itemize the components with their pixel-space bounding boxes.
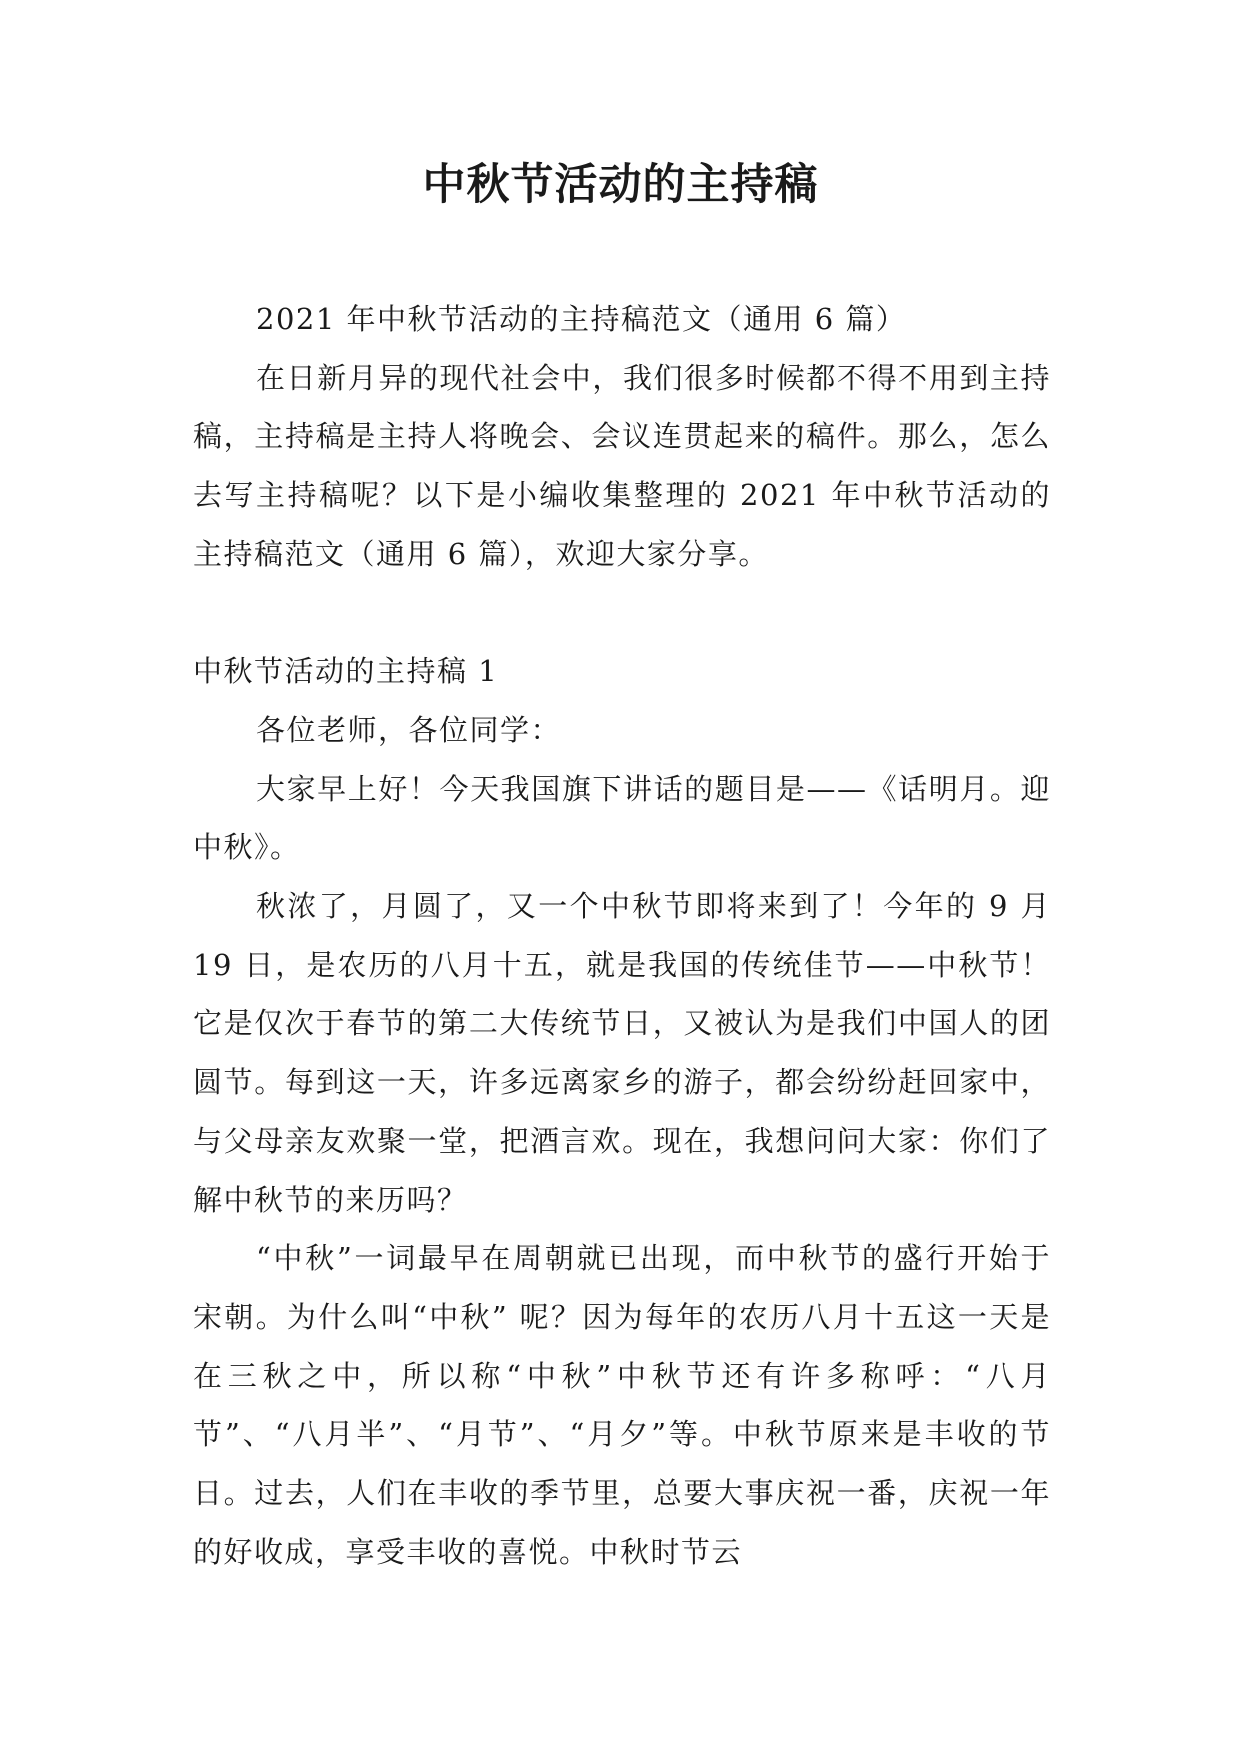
paragraph-opening: 大家早上好！今天我国旗下讲话的题目是——《话明月。迎中秋》。 (193, 771, 1051, 865)
paragraph-festival: 秋浓了，月圆了，又一个中秋节即将来到了！今年的 9 月 19 日，是农历的八月十五，就是我国的传统佳节——中秋节！它是仅次于春节的第二大传统节日，又被认为是我们中国人的团圆节。每到这一天，许多远离家乡的游子，都会纷纷赶回家中，与父母亲友欢聚一堂，把酒言欢。现在，我想问问大家：你们了解中秋节的来历吗？ (193, 889, 1051, 1217)
paragraph-spacer (193, 584, 1051, 643)
section-heading: 中秋节活动的主持稿 1 (193, 654, 499, 689)
document-subtitle: 2021 年中秋节活动的主持稿范文（通用 6 篇） (256, 302, 907, 336)
paragraph-greeting: 各位老师，各位同学： (256, 712, 562, 747)
intro-paragraph: 在日新月异的现代社会中，我们很多时候都不得不用到主持稿，主持稿是主持人将晚会、会议连贯起来的稿件。那么，怎么去写主持稿呢？以下是小编收集整理的 2021 年中秋节活动的主持稿范文（通用 6 篇），欢迎大家分享。 (193, 360, 1051, 571)
document-title: 中秋节活动的主持稿 (422, 160, 819, 210)
document-body (193, 290, 1051, 1581)
paragraph-history: “中秋”一词最早在周朝就已出现，而中秋节的盛行开始于宋朝。为什么叫“中秋” 呢？因为每年的农历八月十五这一天是在三秋之中，所以称“中秋”中秋节还有许多称呼：“八月节”、“八月半”、“月节”、“月夕”等。中秋节原来是丰收的节日。过去，人们在丰收的季节里，总要大事庆祝一番，庆祝一年的好收成，享受丰收的喜悦。中秋时节云 (193, 1241, 1051, 1569)
